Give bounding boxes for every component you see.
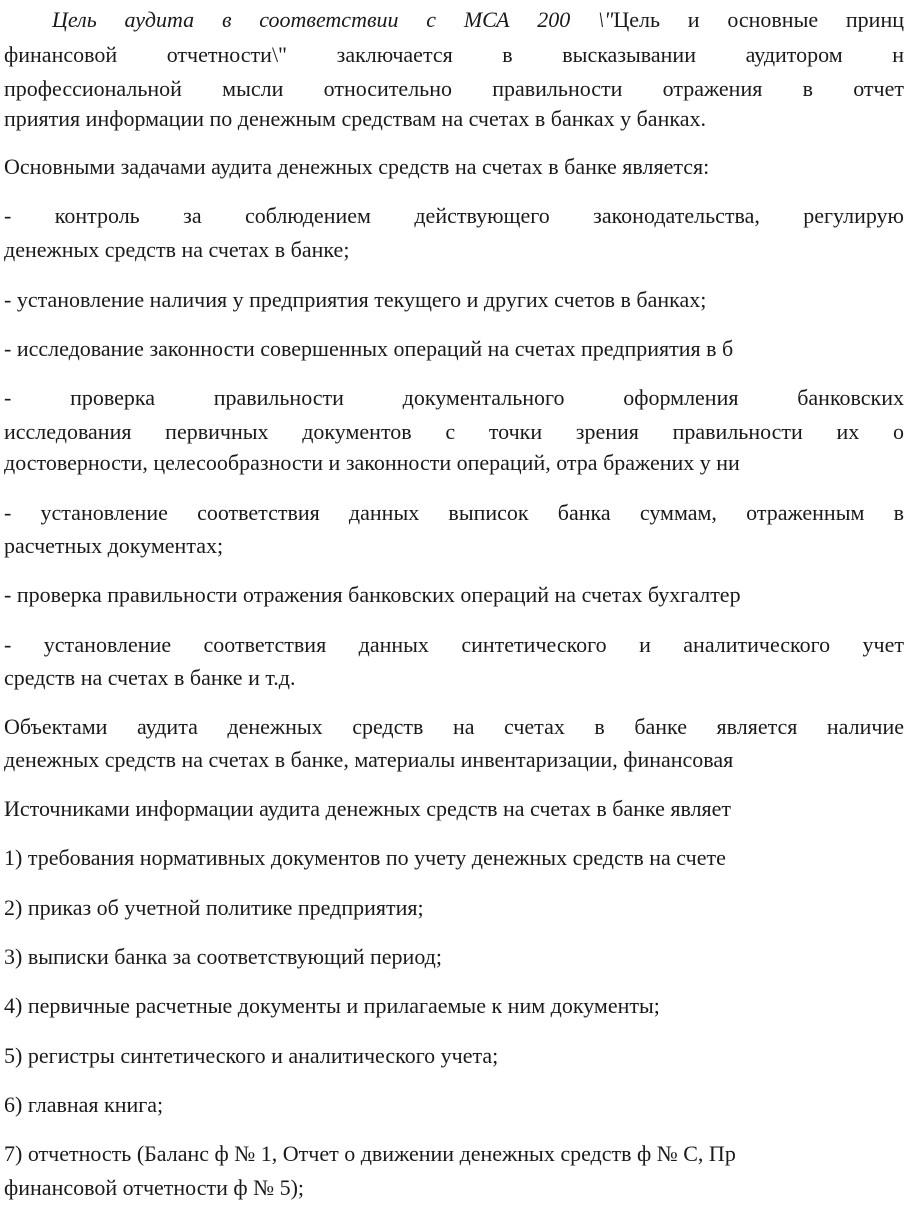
text-line	[52, 4, 904, 36]
list-item: 2) приказ об учетной политике предприятия;	[4, 895, 424, 920]
text-line: - установление соответствия данных выписок банка суммам, отраженным в	[4, 500, 904, 525]
text-line: Объектами аудита денежных средств на счетах в банке является наличие	[4, 714, 904, 739]
text-line: денежных средств на счетах в банке;	[4, 237, 350, 262]
list-item: 7) отчетность (Баланс ф № 1, Отчет о движении денежных средств ф № С, Пр	[4, 1141, 736, 1166]
text-line: Основными задачами аудита денежных средств на счетах в банке является:	[4, 154, 710, 179]
text-line: - проверка правильности отражения банковских операций на счетах бухгалтер	[4, 582, 741, 607]
text-line: расчетных документах;	[4, 533, 224, 558]
text-line: исследования первичных документов с точки зрения правильности их о	[4, 419, 904, 444]
list-item: 1) требования нормативных документов по учету денежных средств на счете	[4, 845, 726, 870]
text-line: Источниками информации аудита денежных средств на счетах в банке являет	[4, 796, 732, 821]
text-line: денежных средств на счетах в банке, материалы инвентаризации, финансовая	[4, 747, 734, 772]
text-line: - установление соответствия данных синтетического и аналитического учет	[4, 632, 904, 657]
text-line: средств на счетах в банке и т.д.	[4, 665, 296, 690]
list-item: 6) главная книга;	[4, 1092, 164, 1117]
text-line: достоверности, целесообразности и законности операций, отра бражених у ни	[4, 450, 740, 475]
text-line: приятия информации по денежным средствам на счетах в банках у банках.	[4, 106, 706, 131]
text-line: - проверка правильности документального оформления банковских	[4, 385, 904, 410]
list-item: 3) выписки банка за соответствующий период;	[4, 944, 442, 969]
list-item: 4) первичные расчетные документы и прилагаемые к ним документы;	[4, 993, 660, 1018]
text-line: - установление наличия у предприятия текущего и других счетов в банках;	[4, 287, 707, 312]
text-line: финансовой отчетности\" заключается в высказывании аудитором н	[4, 42, 904, 67]
text-line: профессиональной мысли относительно правильности отражения в отчет	[4, 76, 904, 101]
text-span: Цель и основные принц	[613, 7, 904, 32]
list-item: финансовой отчетности ф № 5);	[4, 1175, 305, 1200]
italic-text: Цель аудита в соответствии с МСА 200 \"	[52, 7, 614, 32]
text-line: - контроль за соблюдением действующего законодательства, регулирую	[4, 203, 904, 228]
list-item: 5) регистры синтетического и аналитического учета;	[4, 1043, 499, 1068]
text-line: - исследование законности совершенных операций на счетах предприятия в б	[4, 336, 734, 361]
